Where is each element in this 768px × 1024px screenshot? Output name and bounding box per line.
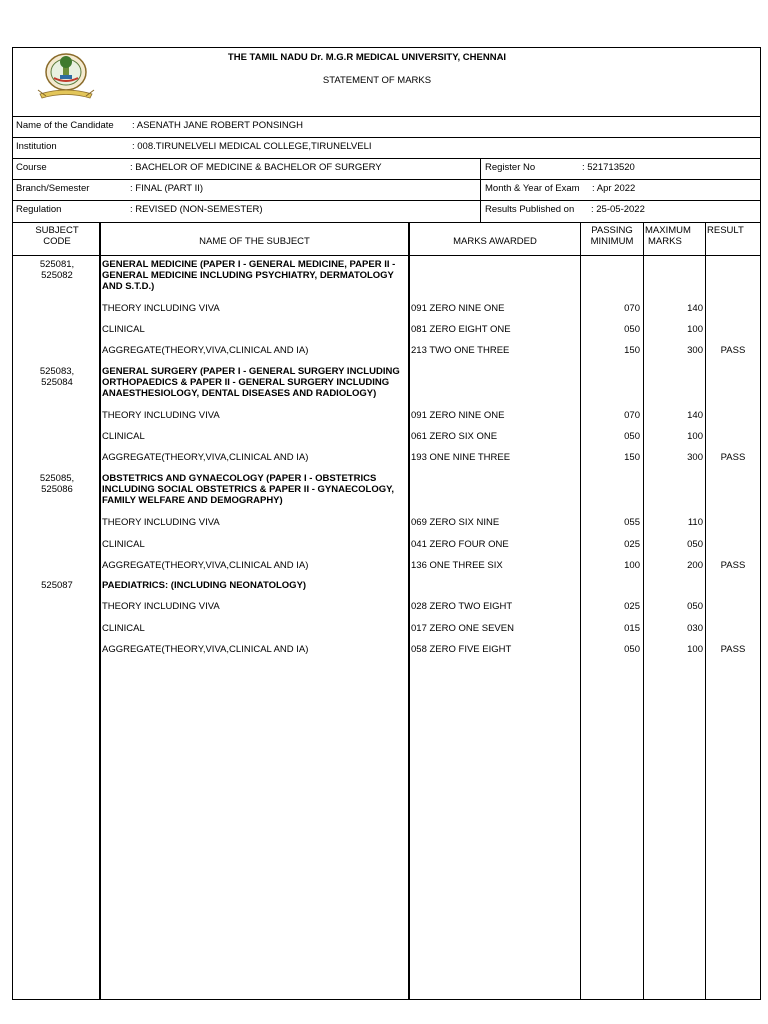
row-marks: 091 ZERO NINE ONE <box>411 303 505 314</box>
info-divider-3 <box>12 179 761 180</box>
row-min: 055 <box>624 517 640 528</box>
th-passing-2: MINIMUM <box>590 236 634 247</box>
register-value: : 521713520 <box>582 162 635 173</box>
row-name: AGGREGATE(THEORY,VIVA,CLINICAL AND IA) <box>102 345 309 356</box>
row-min: 070 <box>624 410 640 421</box>
branch-label: Branch/Semester <box>16 183 90 194</box>
row-min: 025 <box>624 601 640 612</box>
row-result: PASS <box>720 644 746 655</box>
col-line-4 <box>643 222 644 1000</box>
row-max: 110 <box>687 517 703 528</box>
row-name: AGGREGATE(THEORY,VIVA,CLINICAL AND IA) <box>102 644 309 655</box>
row-max: 140 <box>687 410 703 421</box>
row-marks: 069 ZERO SIX NINE <box>411 517 500 528</box>
row-min: 050 <box>624 431 640 442</box>
row-result: PASS <box>720 345 746 356</box>
row-name: CLINICAL <box>102 623 145 634</box>
subject-title: GENERAL SURGERY (PAPER I - GENERAL SURGERY INCLUDING ORTHOPAEDICS & PAPER II - GENERAL SURGERY INCLUDING ANAESTHESIOLOGY, DENTAL DISEASES AND RADIOLOGY) <box>102 366 400 399</box>
info-divider-5 <box>12 222 761 223</box>
row-min: 150 <box>624 345 640 356</box>
row-result: PASS <box>720 452 746 463</box>
published-value: : 25-05-2022 <box>591 204 645 215</box>
row-marks: 028 ZERO TWO EIGHT <box>411 601 513 612</box>
row-name: CLINICAL <box>102 539 145 550</box>
subject-code: 525087 <box>41 580 73 591</box>
row-name: AGGREGATE(THEORY,VIVA,CLINICAL AND IA) <box>102 560 309 571</box>
th-subject-code-2: CODE <box>43 236 71 247</box>
row-max: 050 <box>687 601 703 612</box>
row-marks: 017 ZERO ONE SEVEN <box>411 623 514 634</box>
row-marks: 091 ZERO NINE ONE <box>411 410 505 421</box>
course-value: : BACHELOR OF MEDICINE & BACHELOR OF SURGERY <box>130 162 382 173</box>
row-marks: 213 TWO ONE THREE <box>411 345 510 356</box>
subject-code: 525083, <box>39 366 75 377</box>
row-marks: 058 ZERO FIVE EIGHT <box>411 644 512 655</box>
th-result: RESULT <box>707 225 744 236</box>
row-min: 100 <box>624 560 640 571</box>
info-split-3 <box>480 200 481 222</box>
institution-value: : 008.TIRUNELVELI MEDICAL COLLEGE,TIRUNELVELI <box>132 141 372 152</box>
row-marks: 081 ZERO EIGHT ONE <box>411 324 511 335</box>
frame-bottom <box>12 999 761 1000</box>
row-name: THEORY INCLUDING VIVA <box>102 601 220 612</box>
register-label: Register No <box>485 162 536 173</box>
university-logo-icon <box>34 50 98 102</box>
th-subject-code-1: SUBJECT <box>35 225 79 236</box>
row-max: 300 <box>687 345 703 356</box>
row-max: 100 <box>687 431 703 442</box>
frame-left <box>12 47 13 1000</box>
row-min: 015 <box>624 623 640 634</box>
subject-code: 525084 <box>41 377 73 388</box>
col-line-5 <box>705 222 706 1000</box>
table-header-divider <box>12 255 761 256</box>
subject-title: PAEDIATRICS: (INCLUDING NEONATOLOGY) <box>102 580 307 591</box>
th-passing-1: PASSING <box>591 225 633 236</box>
subject-code: 525085, <box>39 473 75 484</box>
row-max: 100 <box>687 324 703 335</box>
frame-top <box>12 47 761 48</box>
row-max: 100 <box>687 644 703 655</box>
candidate-label: Name of the Candidate <box>16 120 114 131</box>
row-min: 050 <box>624 644 640 655</box>
row-marks: 193 ONE NINE THREE <box>411 452 511 463</box>
subject-title: GENERAL MEDICINE (PAPER I - GENERAL MEDICINE, PAPER II - GENERAL MEDICINE INCLUDING PSYCHIATRY, DERMATOLOGY AND S.T.D.) <box>102 259 396 292</box>
row-max: 050 <box>687 539 703 550</box>
row-name: THEORY INCLUDING VIVA <box>102 303 220 314</box>
row-max: 030 <box>687 623 703 634</box>
university-title: THE TAMIL NADU Dr. M.G.R MEDICAL UNIVERSITY, CHENNAI <box>227 52 507 63</box>
row-min: 150 <box>624 452 640 463</box>
institution-label: Institution <box>16 141 57 152</box>
th-marks-awarded: MARKS AWARDED <box>453 236 537 247</box>
row-max: 200 <box>687 560 703 571</box>
col-line-1 <box>99 222 101 1000</box>
candidate-value: : ASENATH JANE ROBERT PONSINGH <box>132 120 304 131</box>
row-name: CLINICAL <box>102 431 145 442</box>
statement-title: STATEMENT OF MARKS <box>322 75 432 86</box>
row-name: AGGREGATE(THEORY,VIVA,CLINICAL AND IA) <box>102 452 309 463</box>
info-split-1 <box>480 158 481 179</box>
th-maximum-1: MAXIMUM <box>645 225 691 236</box>
th-maximum-2: MARKS <box>648 236 682 247</box>
row-max: 140 <box>687 303 703 314</box>
col-line-2 <box>408 222 410 1000</box>
subject-title: OBSTETRICS AND GYNAECOLOGY (PAPER I - OBSTETRICS INCLUDING SOCIAL OBSTETRICS & PAPER II - GYNAECOLOGY, FAMILY WELFARE AND DEMOGRAPHY) <box>102 473 395 506</box>
row-marks: 136 ONE THREE SIX <box>411 560 503 571</box>
published-label: Results Published on <box>485 204 575 215</box>
row-result: PASS <box>720 560 746 571</box>
info-divider-1 <box>12 137 761 138</box>
row-name: CLINICAL <box>102 324 145 335</box>
row-max: 300 <box>687 452 703 463</box>
branch-value: : FINAL (PART II) <box>130 183 204 194</box>
exam-label: Month & Year of Exam <box>485 183 580 194</box>
subject-code: 525082 <box>41 270 73 281</box>
exam-value: : Apr 2022 <box>592 183 636 194</box>
row-name: THEORY INCLUDING VIVA <box>102 517 220 528</box>
subject-code: 525081, <box>39 259 75 270</box>
row-min: 025 <box>624 539 640 550</box>
frame-right <box>760 47 761 1000</box>
info-divider-2 <box>12 158 761 159</box>
subject-code: 525086 <box>41 484 73 495</box>
row-name: THEORY INCLUDING VIVA <box>102 410 220 421</box>
header-divider <box>12 116 761 117</box>
row-marks: 041 ZERO FOUR ONE <box>411 539 509 550</box>
info-divider-4 <box>12 200 761 201</box>
row-min: 070 <box>624 303 640 314</box>
info-split-2 <box>480 179 481 200</box>
row-min: 050 <box>624 324 640 335</box>
col-line-3 <box>580 222 581 1000</box>
th-subject-name: NAME OF THE SUBJECT <box>199 236 310 247</box>
regulation-value: : REVISED (NON-SEMESTER) <box>130 204 263 215</box>
regulation-label: Regulation <box>16 204 62 215</box>
row-marks: 061 ZERO SIX ONE <box>411 431 498 442</box>
course-label: Course <box>16 162 47 173</box>
